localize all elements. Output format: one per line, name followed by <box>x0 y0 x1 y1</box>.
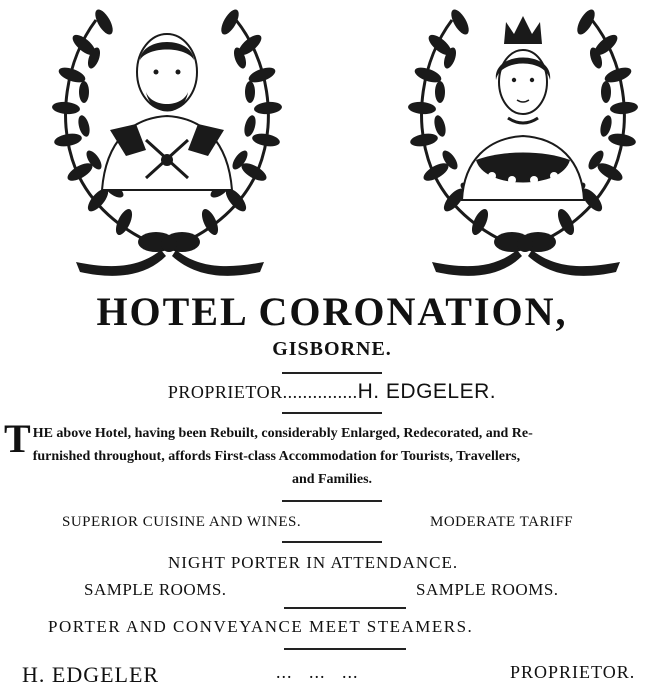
proprietor-label: PROPRIETOR <box>167 382 283 402</box>
cuisine-note: SUPERIOR CUISINE AND WINES. <box>62 514 302 530</box>
divider <box>284 648 406 650</box>
description-line-3: and Families. <box>291 472 373 487</box>
divider <box>282 412 382 414</box>
ribbon-bow <box>76 232 264 276</box>
footer-name: H. EDGELER <box>22 662 160 687</box>
town-name: GISBORNE. <box>272 338 392 360</box>
queen-bust <box>462 16 584 200</box>
divider <box>284 607 406 609</box>
drop-cap: T <box>4 416 31 461</box>
tariff-note: MODERATE TARIFF <box>430 514 574 530</box>
sample-rooms-right: SAMPLE ROOMS. <box>416 580 559 599</box>
hotel-title: HOTEL CORONATION, <box>96 289 568 334</box>
footer-dots: ... ... ... <box>276 662 359 682</box>
night-porter-note: NIGHT PORTER IN ATTENDANCE. <box>168 553 459 572</box>
description-line-1: HE above Hotel, having been Rebuilt, considerably Enlarged, Redecorated, and Re- <box>32 426 533 441</box>
laurel-leaves-left <box>408 7 492 237</box>
sample-rooms-left: SAMPLE ROOMS. <box>84 580 227 599</box>
proprietor-line <box>0 380 664 404</box>
steamers-note: PORTER AND CONVEYANCE MEET STEAMERS. <box>48 617 474 636</box>
description-line-2: furnished throughout, affords First-class Accommodation for Tourists, Travellers, <box>32 449 521 464</box>
laurel-leaves-right <box>555 7 639 237</box>
proprietor-leader: ............... <box>282 382 358 402</box>
description-paragraph <box>4 416 660 491</box>
divider <box>282 500 382 502</box>
laurel-leaves-right <box>199 7 283 237</box>
king-bust <box>102 34 232 190</box>
laurel-leaves-left <box>52 7 136 237</box>
footer-title: PROPRIETOR. <box>510 662 636 682</box>
ribbon-bow <box>432 232 620 276</box>
king-portrait <box>36 0 298 282</box>
queen-portrait <box>392 0 654 282</box>
divider <box>282 372 382 374</box>
proprietor-name: H. EDGELER. <box>357 380 497 403</box>
divider <box>282 541 382 543</box>
